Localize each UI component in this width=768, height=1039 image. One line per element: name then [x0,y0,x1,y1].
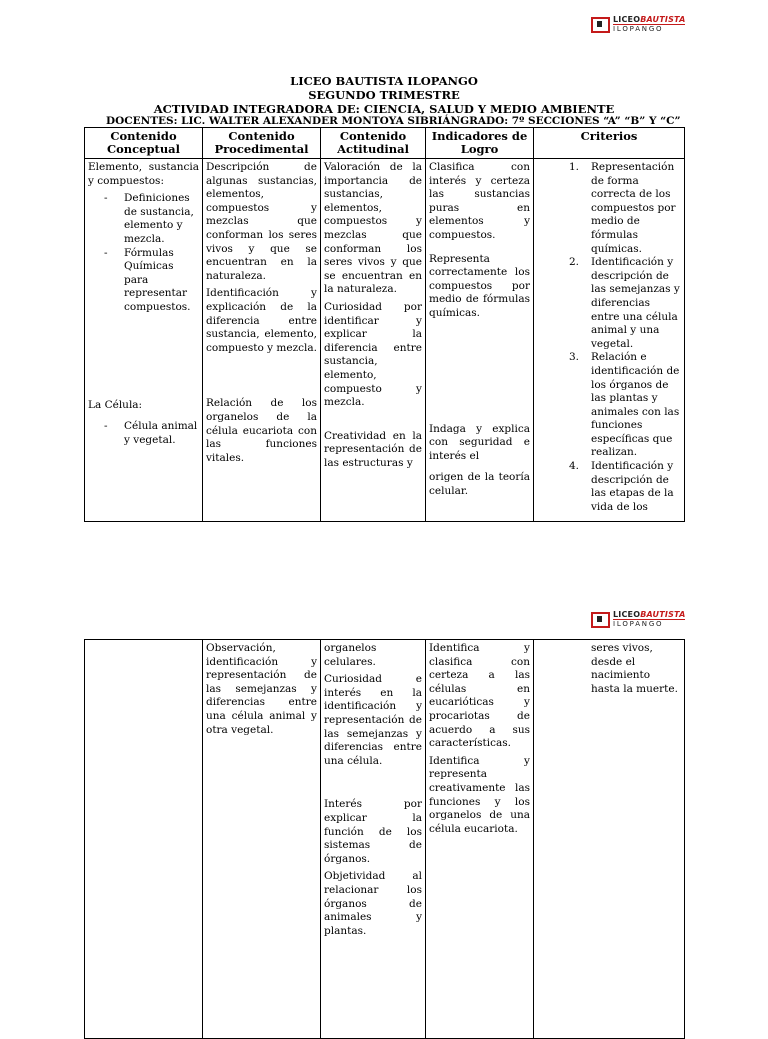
paragraph: Descripción de algunas sustancias, elementos, compuestos y mezclas que conforman los seres vivos y que se encuentran en la naturaleza. [206,161,317,282]
paragraph: Creatividad en la representación de las estructuras y [324,429,422,469]
column-header-indicadores: Indicadores de Logro [426,128,534,159]
list-item [569,256,681,351]
paragraph: Valoración de la importancia de sustancias, elementos, compuestos y mezclas que conforman los seres vivos y que se encuentran en la naturaleza. [324,161,422,296]
list-item: - Definiciones de sustancia, elemento y mezcla. [124,192,199,246]
cell-procedimental [203,640,321,1039]
paragraph: Observación, identificación y representación de las semejanzas y diferencias entre una célula animal y otra vegetal. [206,642,317,736]
logo-text-bautista: BAUTISTA [640,15,686,24]
paragraph: Identifica y representa creativamente las funciones y los organelos de una célula eucariota. [429,754,530,835]
logo-text-liceo: LICEO [613,610,641,619]
paragraph: origen de la teoría celular. [429,471,530,497]
list-number: 2. [569,256,580,269]
paragraph: Representa correctamente los compuestos por medio de fórmulas químicas. [429,252,530,319]
paragraph: Interés por explicar la función de los sistemas de órganos. [324,798,422,865]
term-title: SEGUNDO TRIMESTRE [308,88,460,102]
list-item: - Fórmulas Químicas para representar compuestos. [124,247,199,315]
list-number: 3. [569,351,580,364]
paragraph: Curiosidad e interés en la identificación y representación de las semejanzas y diferencias entre una célula. [324,673,422,767]
cell-indicadores [426,159,534,522]
logo-emblem-icon [591,612,610,628]
cell-actitudinal [321,640,426,1039]
cell-conceptual [85,640,203,1039]
school-name: LICEO BAUTISTA ILOPANGO [290,74,478,88]
paragraph: Identificación y explicación de la diferencia entre sustancia, elemento, compuesto y mezcla. [206,287,317,354]
list-item: - Célula animal y vegetal. [124,420,199,447]
paragraph: Identifica y clasifica con certeza a las células en eucarióticas y procariotas de acuerdo a sus características. [429,642,530,750]
grade-line: GRADO: 7º SECCIONES “A” “B” Y “C” [460,115,681,127]
document-page-2 [0,575,768,1024]
conceptual-intro: Elemento, sustancia y compuestos: [88,161,199,187]
list-text: Representación de forma correcta de los compuestos por medio de fórmulas químicas. [591,161,676,255]
cell-procedimental [203,159,321,522]
logo-emblem-icon [591,17,610,33]
paragraph: Indaga y explica con seguridad e interés el [429,422,530,462]
activity-title: ACTIVIDAD INTEGRADORA DE: CIENCIA, SALUD Y MEDIO AMBIENTE [153,102,615,116]
paragraph: Clasifica con interés y certeza las sustancias puras en elementos y compuestos. [429,161,530,241]
cell-criterios [534,640,685,1039]
school-logo [591,16,685,33]
logo-text-bautista: BAUTISTA [640,610,686,619]
document-header [84,74,684,116]
list-text: Relación e identificación de los órganos de las plantas y animales con las funciones específicas que realizan. [591,351,680,459]
school-logo [591,611,685,628]
logo-text-ilopango: ILOPANGO [613,619,685,628]
column-header-criterios: Criterios [534,128,685,159]
activity-table-continued [84,639,685,1039]
list-item [569,161,681,256]
cell-criterios [534,159,685,522]
logo-text-liceo: LICEO [613,15,641,24]
cell-indicadores [426,640,534,1039]
list-number: 1. [569,161,580,173]
teachers-line: DOCENTES: LIC. WALTER ALEXANDER MONTOYA SIBRIÁN [106,115,461,127]
paragraph: Objetividad al relacionar los órganos de animales y plantas. [324,870,422,937]
logo-text-ilopango: ILOPANGO [613,24,685,33]
cell-actitudinal [321,159,426,522]
paragraph: Curiosidad por identificar y explicar la diferencia entre sustancia, elemento, compuesto y mezcla. [324,300,422,409]
cell-conceptual [85,159,203,522]
activity-table [84,127,685,522]
paragraph: seres vivos, desde el nacimiento hasta la muerte. [591,642,678,695]
column-header-conceptual: Contenido Conceptual [85,128,203,159]
list-text: Identificación y descripción de las etapas de la vida de los [591,460,674,513]
cell-section-title: La Célula: [88,398,143,411]
list-item [569,351,681,460]
list-number: 4. [569,460,580,473]
paragraph: Relación de los organelos de la célula eucariota con las funciones vitales. [206,397,317,464]
list-item [569,460,681,514]
list-text: Identificación y descripción de las semejanzas y diferencias entre una célula animal y una vegetal. [591,256,680,350]
paragraph: organelos celulares. [324,642,377,668]
column-header-procedimental: Contenido Procedimental [203,128,321,159]
column-header-actitudinal: Contenido Actitudinal [321,128,426,159]
